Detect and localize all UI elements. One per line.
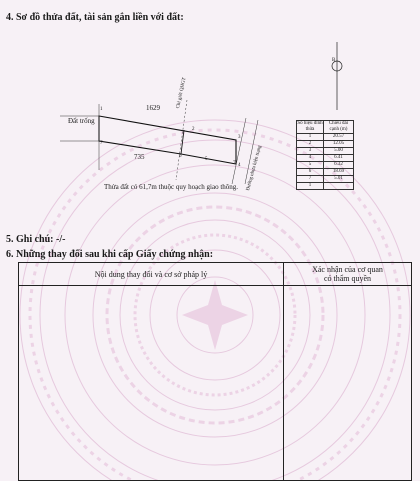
length-cell: 6.41 [323, 155, 353, 162]
edge-table-header: Số hiệu đỉnh thửa [297, 121, 323, 132]
section-5-heading: 5. Ghi chú: -/- [6, 234, 66, 245]
neighbour-label-bottom: 735 [134, 153, 145, 161]
length-cell [323, 183, 353, 190]
changes-content-cell[interactable] [19, 286, 284, 481]
edge-table-header: Chiều dài cạnh (m) [323, 121, 353, 134]
vertex-label: 5 [205, 157, 208, 162]
neighbour-label-left: Đất trống [68, 117, 95, 125]
vertex-cell: 6 [297, 169, 324, 176]
confirmation-line-2: có thẩm quyền [323, 274, 372, 283]
vertex-cell: 1 [297, 183, 324, 190]
vertex-label: 4 [238, 163, 241, 168]
length-cell: 5.01 [323, 176, 353, 183]
vertex-cell: 4 [297, 155, 324, 162]
vertex-cell: 2 [297, 141, 324, 148]
section-6-heading: 6. Những thay đổi sau khi cấp Giấy chứng nhận: [6, 249, 214, 260]
length-cell: 6.32 [323, 162, 353, 169]
section-4-heading: 4. Sơ đồ thửa đất, tài sản gắn liền với đất: [6, 12, 184, 23]
length-cell: 20.57 [323, 134, 353, 141]
confirmation-line-1: Xác nhận của cơ quan [312, 265, 383, 274]
vertex-label: 6 [179, 154, 182, 159]
vertex-label: 7 [100, 141, 103, 146]
edge-length-table [296, 120, 354, 190]
length-cell: 12.05 [323, 141, 353, 148]
north-arrow-icon [332, 42, 342, 110]
vertex-label: 7 [233, 161, 236, 166]
road-label: Đường nhựa hiện trạng [246, 145, 263, 192]
vertex-cell: 5 [297, 162, 324, 169]
north-label: B [332, 58, 336, 63]
changes-table [18, 262, 412, 481]
vertex-label: 2 [192, 127, 195, 132]
plot-diagram [0, 0, 420, 240]
changes-confirmation-cell[interactable] [284, 286, 412, 481]
boundary-label: Chỉ giới QHGT [176, 77, 188, 110]
vertex-cell: 3 [297, 148, 324, 155]
length-cell: 18.69 [323, 169, 353, 176]
planning-note: Thửa đất có 61,7m thuộc quy hoạch giao thông. [104, 183, 239, 191]
changes-col-content: Nội dung thay đổi và cơ sở pháp lý [19, 263, 284, 286]
changes-col-confirmation [284, 263, 412, 286]
neighbour-label-top: 1629 [146, 104, 160, 112]
vertex-cell: 7 [297, 176, 324, 183]
vertex-cell: 1 [297, 134, 324, 141]
length-cell: 5.00 [323, 148, 353, 155]
vertex-label: 3 [238, 135, 241, 140]
vertex-label: 1 [100, 107, 103, 112]
